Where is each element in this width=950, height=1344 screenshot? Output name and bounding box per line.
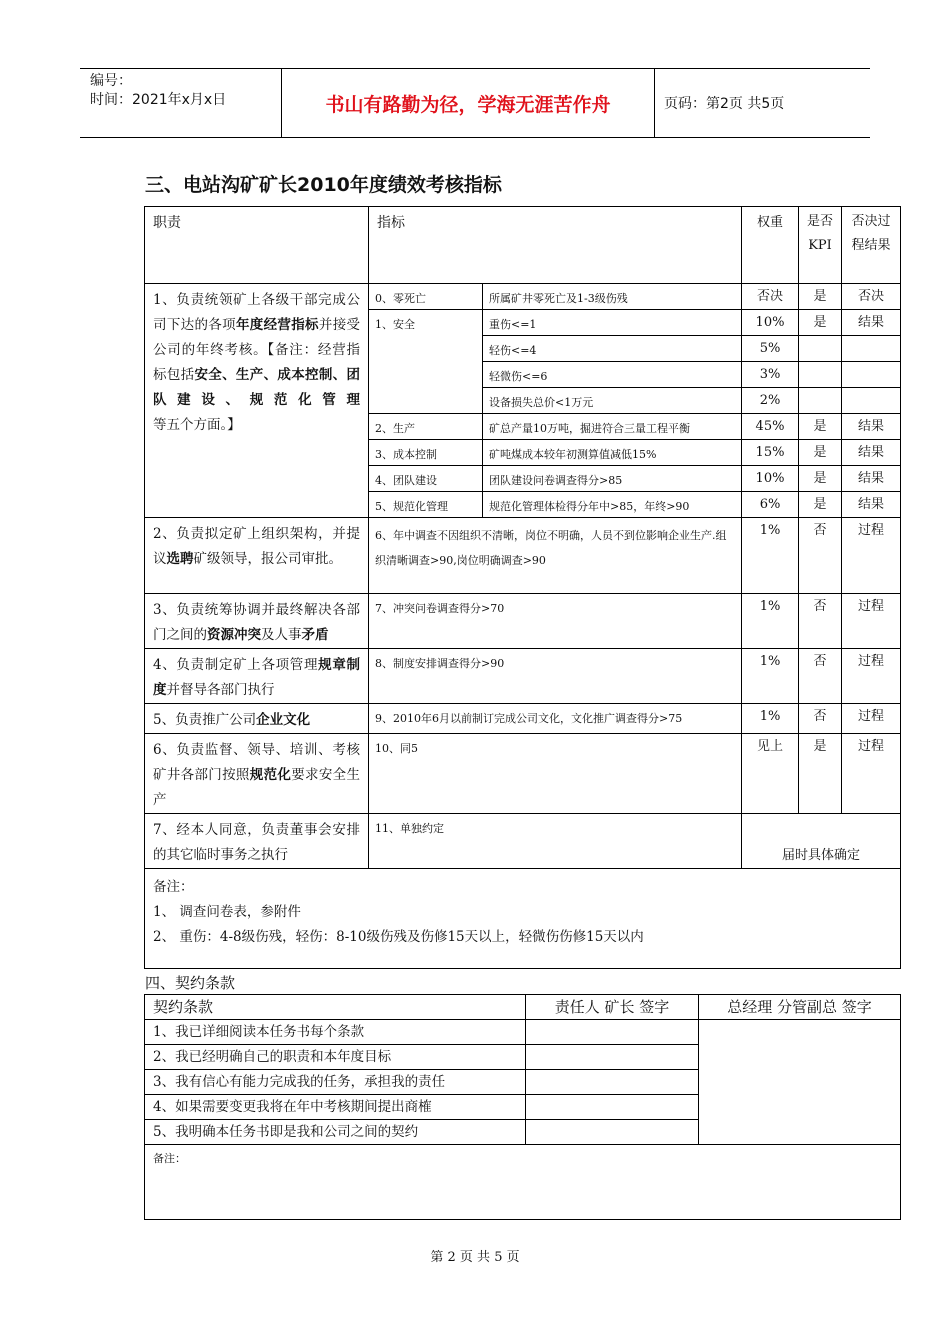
weight-cell: 1%: [742, 518, 799, 594]
type-cell: 过程: [842, 594, 901, 649]
indicator-name: 4、团队建设: [369, 466, 483, 492]
indicator-detail: 9、2010年6月以前制订完成公司文化，文化推广调查得分>75: [369, 704, 742, 734]
indicator-name: 1、安全: [369, 310, 483, 414]
duty-1: 1、负责统领矿上各级干部完成公司下达的各项年度经营指标并接受公司的年终考核。【备注：经营指标包括安全、生产、成本控制、团队建设、规范化管理等五个方面。】: [145, 284, 369, 518]
indicator-detail: 10、同5: [369, 734, 742, 814]
section-title: 三、电站沟矿矿长2010年度绩效考核指标: [145, 174, 502, 196]
kpi-cell: 是: [799, 310, 842, 336]
kpi-cell: [799, 336, 842, 362]
kpi-cell: 是: [799, 734, 842, 814]
time-label: 时间：2021年x月x日: [90, 92, 227, 108]
kpi-cell: 是: [799, 466, 842, 492]
page-footer: 第 2 页 共 5 页: [430, 1250, 520, 1265]
indicator-detail: 轻伤<=4: [483, 336, 742, 362]
type-cell: 否决: [842, 284, 901, 310]
duty-6: 6、负责监督、领导、培训、考核矿井各部门按照规范化要求安全生产: [145, 734, 369, 814]
contract-item: 4、如果需要变更我将在年中考核期间提出商榷: [145, 1095, 526, 1120]
weight-cell: 10%: [742, 466, 799, 492]
indicator-detail: 6、年中调查不因组织不清晰，岗位不明确，人员不到位影响企业生产.组织清晰调查>90,岗位明确调查>90: [369, 518, 742, 594]
signer-header: 责任人 矿长 签字: [526, 995, 699, 1020]
duty-3: 3、负责统筹协调并最终解决各部门之间的资源冲突及人事矛盾: [145, 594, 369, 649]
weight-cell: 见上: [742, 734, 799, 814]
contract-item: 2、我已经明确自己的职责和本年度目标: [145, 1045, 526, 1070]
manager-header: 总经理 分管副总 签字: [699, 995, 901, 1020]
weight-cell: 否决: [742, 284, 799, 310]
signature-cell: [526, 1020, 699, 1045]
notes-label: 备注：: [153, 879, 194, 895]
indicator-name: 2、生产: [369, 414, 483, 440]
weight-cell: 1%: [742, 704, 799, 734]
weight-cell: 45%: [742, 414, 799, 440]
kpi-cell: 否: [799, 704, 842, 734]
merged-cell: 届时具体确定: [742, 814, 901, 869]
type-cell: 结果: [842, 414, 901, 440]
header-page: 页码：第2页 共5页: [664, 96, 785, 112]
header-kpi: 是否KPI: [799, 207, 842, 284]
type-cell: 过程: [842, 704, 901, 734]
signature-cell: [526, 1120, 699, 1145]
kpi-cell: 是: [799, 414, 842, 440]
kpi-table: [144, 206, 901, 969]
contract-item: 3、我有信心有能力完成我的任务，承担我的责任: [145, 1070, 526, 1095]
contract-note: 备注：: [145, 1145, 901, 1220]
manager-signature-cell: [699, 1020, 901, 1145]
indicator-detail: 11、单独约定: [369, 814, 742, 869]
type-cell: 过程: [842, 649, 901, 704]
type-cell: [842, 362, 901, 388]
signature-cell: [526, 1070, 699, 1095]
indicator-detail: 重伤<=1: [483, 310, 742, 336]
contract-header: 契约条款: [145, 995, 526, 1020]
header-duty: 职责: [145, 207, 369, 284]
kpi-cell: 是: [799, 440, 842, 466]
kpi-cell: [799, 362, 842, 388]
header-indicator: 指标: [369, 207, 742, 284]
header-meta: [80, 69, 282, 137]
duty-5: 5、负责推广公司企业文化: [145, 704, 369, 734]
number-label: 编号：: [90, 73, 132, 89]
header-veto: 否决过程结果: [842, 207, 901, 284]
kpi-cell: 是: [799, 284, 842, 310]
duty-7: 7、经本人同意，负责董事会安排的其它临时事务之执行: [145, 814, 369, 869]
duty-4: 4、负责制定矿上各项管理规章制度并督导各部门执行: [145, 649, 369, 704]
indicator-detail: 规范化管理体检得分年中>85，年终>90: [483, 492, 742, 518]
note-item: 1、 调查问卷表，参附件: [153, 904, 301, 920]
indicator-name: 0、零死亡: [369, 284, 483, 310]
indicator-detail: 设备损失总价<1万元: [483, 388, 742, 414]
type-cell: [842, 336, 901, 362]
duty-2: 2、负责拟定矿上组织架构，并提议选聘矿级领导，报公司审批。: [145, 518, 369, 594]
header-weight: 权重: [742, 207, 799, 284]
type-cell: [842, 388, 901, 414]
contract-item: 5、我明确本任务书即是我和公司之间的契约: [145, 1120, 526, 1145]
weight-cell: 6%: [742, 492, 799, 518]
type-cell: 结果: [842, 492, 901, 518]
weight-cell: 2%: [742, 388, 799, 414]
signature-cell: [526, 1045, 699, 1070]
type-cell: 结果: [842, 310, 901, 336]
type-cell: 结果: [842, 466, 901, 492]
kpi-cell: 否: [799, 518, 842, 594]
indicator-name: 3、成本控制: [369, 440, 483, 466]
indicator-detail: 7、冲突问卷调查得分>70: [369, 594, 742, 649]
kpi-cell: 是: [799, 492, 842, 518]
indicator-detail: 团队建设问卷调查得分>85: [483, 466, 742, 492]
weight-cell: 1%: [742, 594, 799, 649]
indicator-name: 5、规范化管理: [369, 492, 483, 518]
type-cell: 结果: [842, 440, 901, 466]
indicator-detail: 轻微伤<=6: [483, 362, 742, 388]
kpi-cell: 否: [799, 594, 842, 649]
note-item: 2、 重伤：4-8级伤残，轻伤：8-10级伤残及伤修15天以上，轻微伤伤修15天以内: [153, 929, 644, 945]
header-motto: 书山有路勤为径，学海无涯苦作舟: [282, 69, 655, 137]
notes-cell: [145, 869, 901, 969]
weight-cell: 5%: [742, 336, 799, 362]
kpi-cell: 否: [799, 649, 842, 704]
indicator-detail: 所属矿井零死亡及1-3级伤残: [483, 284, 742, 310]
contract-item: 1、我已详细阅读本任务书每个条款: [145, 1020, 526, 1045]
signature-cell: [526, 1095, 699, 1120]
weight-cell: 1%: [742, 649, 799, 704]
contract-table: [144, 994, 901, 1220]
type-cell: 过程: [842, 518, 901, 594]
weight-cell: 3%: [742, 362, 799, 388]
indicator-detail: 矿总产量10万吨，掘进符合三量工程平衡: [483, 414, 742, 440]
type-cell: 过程: [842, 734, 901, 814]
weight-cell: 15%: [742, 440, 799, 466]
indicator-detail: 矿吨煤成本较年初测算值减低15%: [483, 440, 742, 466]
page-header: [80, 68, 870, 138]
indicator-detail: 8、制度安排调查得分>90: [369, 649, 742, 704]
section-4-title: 四、契约条款: [145, 974, 236, 992]
weight-cell: 10%: [742, 310, 799, 336]
kpi-cell: [799, 388, 842, 414]
